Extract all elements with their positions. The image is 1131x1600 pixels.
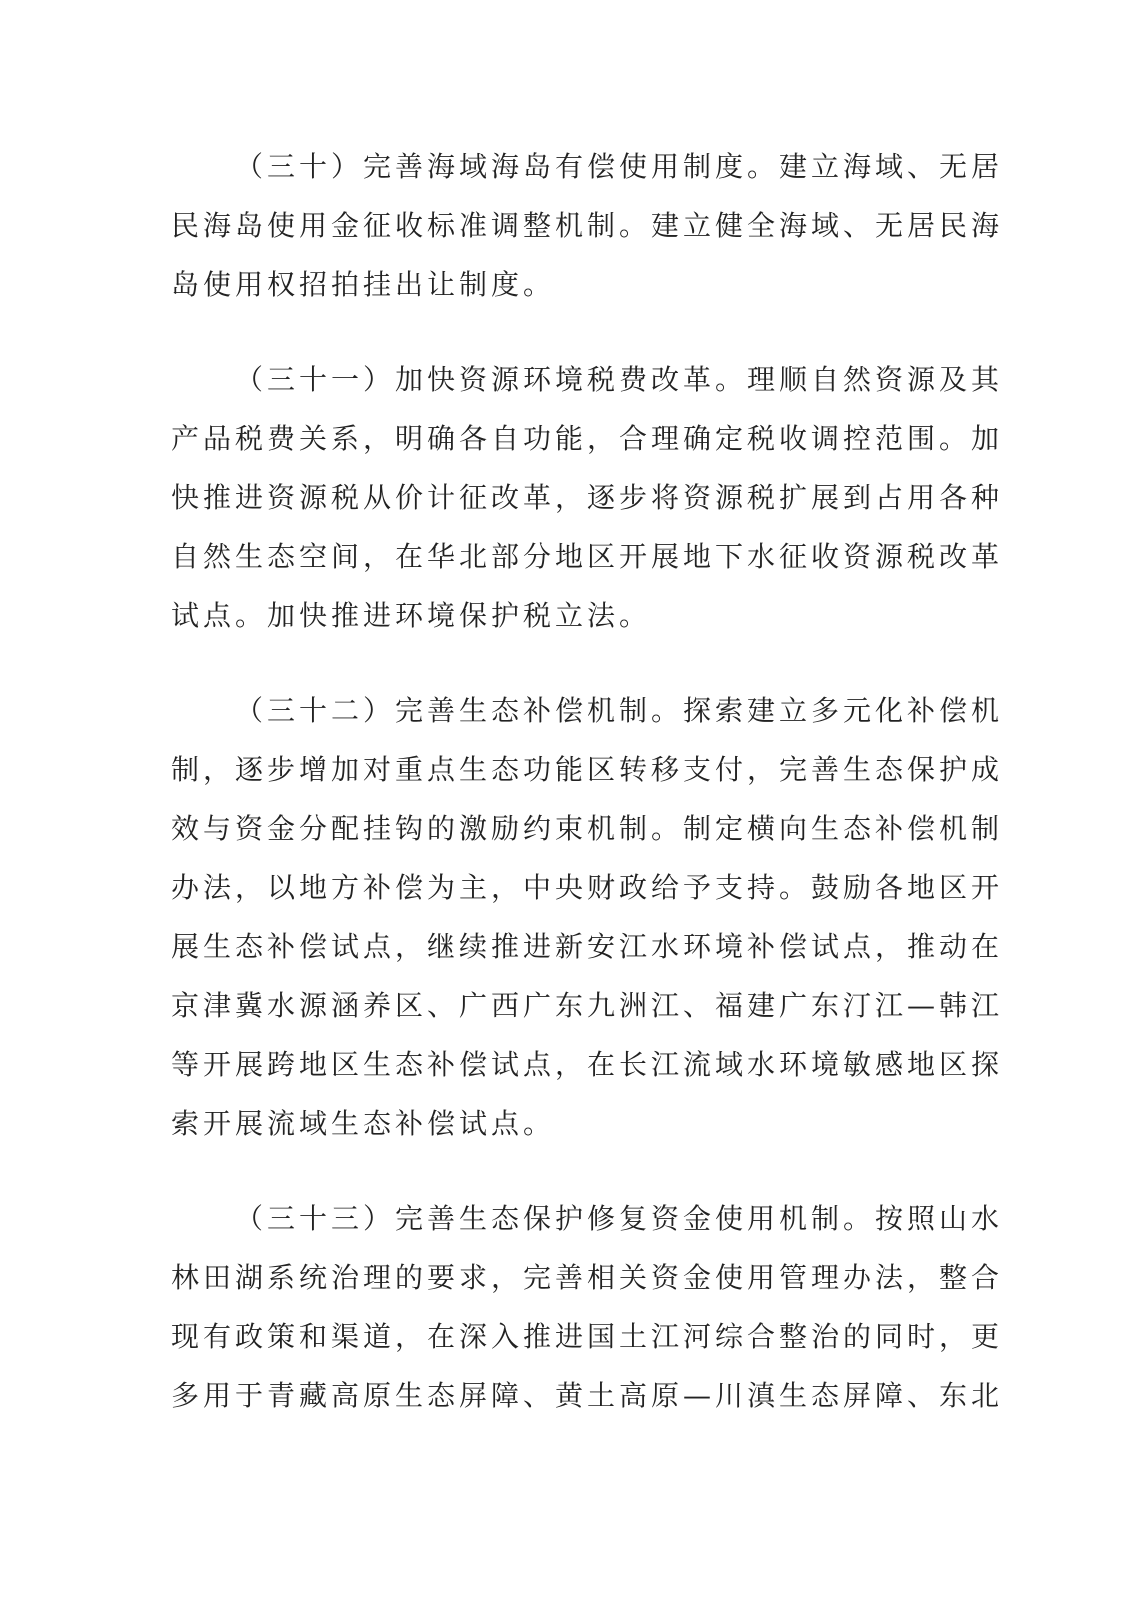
paragraph-line: 现有政策和渠道，在深入推进国土江河综合整治的同时，更	[171, 1320, 1004, 1353]
paragraph-line: 效与资金分配挂钩的激励约束机制。制定横向生态补偿机制	[171, 812, 1004, 845]
paragraph-line: 办法，以地方补偿为主，中央财政给予支持。鼓励各地区开	[171, 871, 1004, 904]
paragraph-33	[171, 1189, 1004, 1425]
paragraph-line: 制，逐步增加对重点生态功能区转移支付，完善生态保护成	[171, 753, 1004, 786]
paragraph-line: 林田湖系统治理的要求，完善相关资金使用管理办法，整合	[171, 1261, 1004, 1294]
paragraph-line: 试点。加快推进环境保护税立法。	[171, 599, 652, 632]
paragraph-line: 自然生态空间，在华北部分地区开展地下水征收资源税改革	[171, 540, 1004, 573]
paragraph-31	[171, 350, 1004, 645]
paragraph-line: （三十）完善海域海岛有偿使用制度。建立海域、无居	[235, 150, 1004, 183]
paragraph-line: 岛使用权招拍挂出让制度。	[171, 268, 556, 301]
paragraph-line: （三十一）加快资源环境税费改革。理顺自然资源及其	[235, 363, 1004, 396]
paragraph-32	[171, 681, 1004, 1153]
paragraph-line: 产品税费关系，明确各自功能，合理确定税收调控范围。加	[171, 422, 1004, 455]
paragraph-line: 索开展流域生态补偿试点。	[171, 1107, 556, 1140]
paragraph-line: 快推进资源税从价计征改革，逐步将资源税扩展到占用各种	[171, 481, 1004, 514]
paragraph-line: 展生态补偿试点，继续推进新安江水环境补偿试点，推动在	[171, 930, 1004, 963]
paragraph-line: 等开展跨地区生态补偿试点，在长江流域水环境敏感地区探	[171, 1048, 1004, 1081]
paragraph-30	[171, 137, 1004, 314]
paragraph-line: 民海岛使用金征收标准调整机制。建立健全海域、无居民海	[171, 209, 1004, 242]
paragraph-line: 多用于青藏高原生态屏障、黄土高原—川滇生态屏障、东北	[171, 1379, 1004, 1412]
paragraph-line: （三十二）完善生态补偿机制。探索建立多元化补偿机	[235, 694, 1004, 727]
document-body	[171, 137, 1004, 1461]
paragraph-line: 京津冀水源涵养区、广西广东九洲江、福建广东汀江—韩江	[171, 989, 1004, 1022]
paragraph-line: （三十三）完善生态保护修复资金使用机制。按照山水	[235, 1202, 1004, 1235]
